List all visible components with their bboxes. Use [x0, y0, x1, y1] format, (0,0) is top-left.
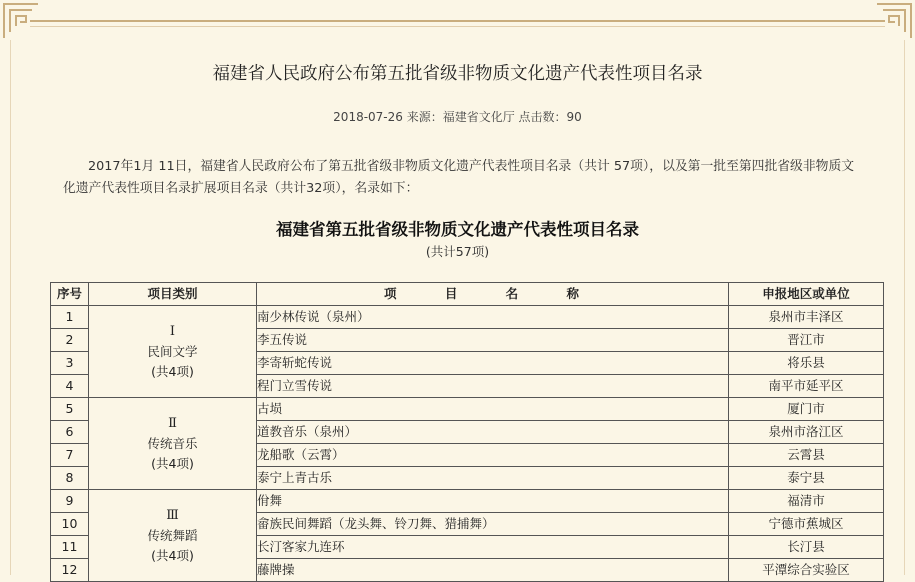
- project-name: 古埙: [257, 398, 729, 421]
- project-name: 李寄斩蛇传说: [257, 352, 729, 375]
- row-num: 1: [51, 306, 89, 329]
- table-header-row: [51, 283, 884, 306]
- project-area: 晋江市: [729, 329, 884, 352]
- row-num: 11: [51, 536, 89, 559]
- intro-text: 2017年1月 11日，福建省人民政府公布了第五批省级非物质文化遗产代表性项目名录（共计 57项），以及第一批至第四批省级非物质文化遗产代表性项目名录扩展项目名录（共计32项），名录如下：: [63, 159, 855, 196]
- corner-ornament-icon: [0, 0, 42, 42]
- row-num: 12: [51, 559, 89, 582]
- project-name: 龙船歌（云霄）: [257, 444, 729, 467]
- article-intro: [63, 156, 863, 200]
- category-cell: [89, 490, 257, 582]
- category-name: 传统舞蹈: [147, 527, 198, 543]
- row-num: 5: [51, 398, 89, 421]
- table-row: [51, 490, 884, 513]
- project-name: 佾舞: [257, 490, 729, 513]
- category-count: (共4项): [151, 363, 194, 379]
- row-num: 7: [51, 444, 89, 467]
- row-num: 10: [51, 513, 89, 536]
- category-roman: Ⅲ: [166, 507, 179, 523]
- project-area: 泉州市洛江区: [729, 421, 884, 444]
- category-count: (共4项): [151, 455, 194, 471]
- project-area: 泉州市丰泽区: [729, 306, 884, 329]
- table-row: [51, 306, 884, 329]
- project-name: 藤牌操: [257, 559, 729, 582]
- project-name: 泰宁上青古乐: [257, 467, 729, 490]
- header-category: 项目类别: [89, 283, 257, 306]
- category-count: (共4项): [151, 547, 194, 563]
- category-cell: [89, 398, 257, 490]
- article-title: 福建省人民政府公布第五批省级非物质文化遗产代表性项目名录: [212, 64, 703, 84]
- project-area: 将乐县: [729, 352, 884, 375]
- category-name: 传统音乐: [147, 435, 198, 451]
- decor-border-top: [30, 20, 885, 22]
- category-roman: Ⅰ: [169, 323, 176, 339]
- header-name-text: 项 目 名 称: [383, 286, 602, 301]
- row-num: 9: [51, 490, 89, 513]
- header-name: [257, 283, 729, 306]
- project-name: 程门立雪传说: [257, 375, 729, 398]
- header-num: 序号: [51, 283, 89, 306]
- decor-border-top-inner: [30, 26, 885, 27]
- project-name: 道教音乐（泉州）: [257, 421, 729, 444]
- category-name: 民间文学: [147, 343, 198, 359]
- article-meta: 2018-07-26 来源：福建省文化厅 点击数：90: [333, 110, 582, 124]
- project-area: 云霄县: [729, 444, 884, 467]
- category-cell: [89, 306, 257, 398]
- project-name: 畲族民间舞蹈（龙头舞、铃刀舞、猎捕舞）: [257, 513, 729, 536]
- project-area: 福清市: [729, 490, 884, 513]
- list-title: 福建省第五批省级非物质文化遗产代表性项目名录: [276, 220, 639, 239]
- project-area: 长汀县: [729, 536, 884, 559]
- project-area: 泰宁县: [729, 467, 884, 490]
- project-name: 长汀客家九连环: [257, 536, 729, 559]
- project-table: [50, 282, 884, 582]
- row-num: 2: [51, 329, 89, 352]
- project-area: 厦门市: [729, 398, 884, 421]
- row-num: 4: [51, 375, 89, 398]
- corner-ornament-icon: [873, 0, 915, 42]
- row-num: 3: [51, 352, 89, 375]
- list-subtitle: (共计57项): [425, 244, 490, 259]
- project-area: 宁德市蕉城区: [729, 513, 884, 536]
- project-area: 平潭综合实验区: [729, 559, 884, 582]
- row-num: 8: [51, 467, 89, 490]
- project-name: 南少林传说（泉州）: [257, 306, 729, 329]
- project-name: 李五传说: [257, 329, 729, 352]
- table-row: [51, 398, 884, 421]
- category-roman: Ⅱ: [168, 415, 177, 431]
- row-num: 6: [51, 421, 89, 444]
- project-area: 南平市延平区: [729, 375, 884, 398]
- header-area: 申报地区或单位: [729, 283, 884, 306]
